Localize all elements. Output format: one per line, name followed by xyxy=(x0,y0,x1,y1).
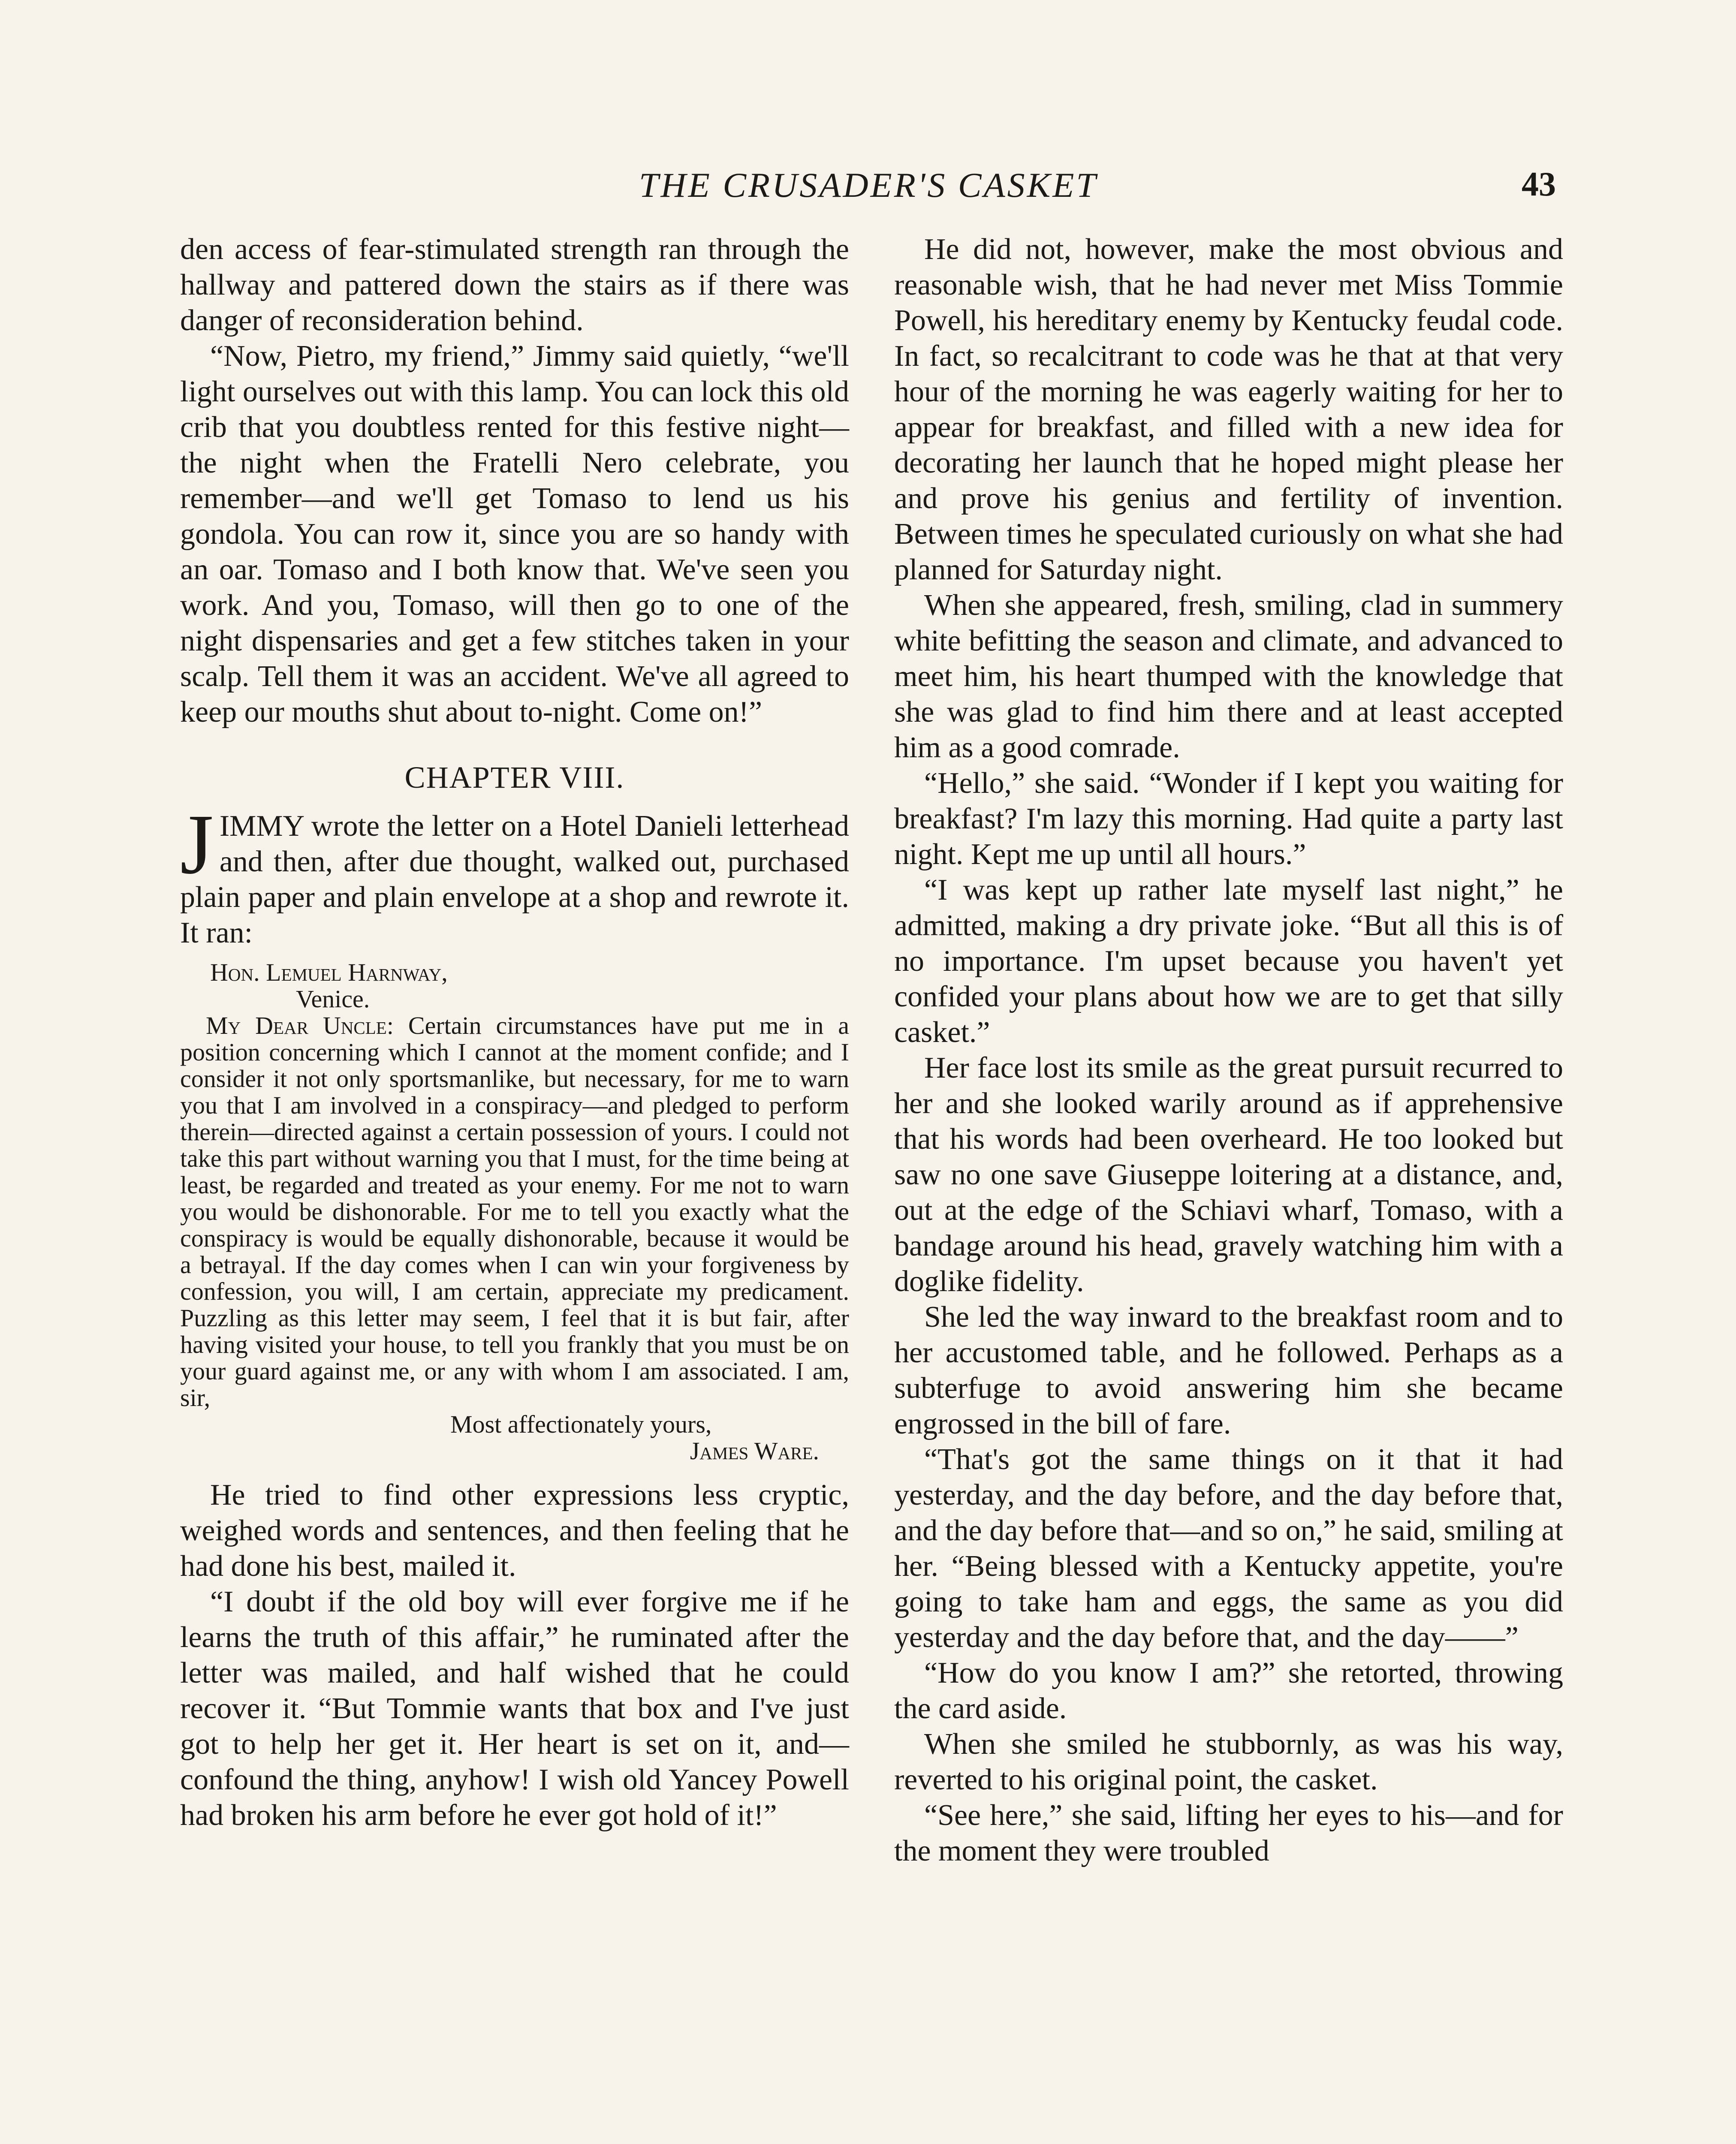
paragraph: “That's got the same things on it that it had yesterday, and the day before, and the day before that, and the day before that—and so on,” he said, smiling at her. “Being blessed with a Kentucky appetite, you're going to take ham and eggs, the same as you did yesterday and the day before that, and the day——” xyxy=(894,1443,1563,1654)
paragraph: He did not, however, make the most obvious and reasonable wish, that he had never met Miss Tommie Powell, his hereditary enemy by Kentucky feudal code. In fact, so recalcitrant to code was he that at that very hour of the morning he was eagerly waiting for her to appear for breakfast, and filled with a new idea for decorating her launch that he hoped might please her and prove his genius and fertility of invention. Between times he speculated curiously on what she had planned for Saturday night. xyxy=(894,233,1563,586)
paragraph: “How do you know I am?” she retorted, throwing the card aside. xyxy=(894,1656,1563,1725)
letter-location: Venice. xyxy=(296,985,370,1013)
drop-cap: J xyxy=(180,797,214,892)
letter-addressee: Hon. Lemuel Harnway, xyxy=(210,958,448,986)
paragraph: He tried to find other expressions less cryptic, weighed words and sentences, and then feeling that he had done his best, mailed it. xyxy=(180,1479,849,1583)
letter-closing: Most affectionately yours, xyxy=(450,1410,712,1438)
letter-text: Certain circumstances have put me in a position concerning which I cannot at the moment confide; and I consider it not only sportsmanlike, but necessary, for me to warn you that I am involved in a conspiracy—and pledged to perform therein—directed against a certain possession of yours. I could not take this part without warning you that I must, for the time being at least, be regarded and treated as your enemy. For me not to warn you would be dishonorable. For me to tell you exactly what the conspiracy is would be equally dishonorable, because it would be a betrayal. If the day comes when I can win your forgiveness by confession, you will, I am certain, appreciate my predicament. Puzzling as this letter may seem, I feel that it is but fair, after having visited your house, to tell you frankly that you must be on your guard against me, or any with whom I am associated. I am, sir, xyxy=(180,1012,850,1412)
paragraph: “Hello,” she said. “Wonder if I kept you waiting for breakfast? I'm lazy this morning. Had quite a party last night. Kept me up until all hours.” xyxy=(894,767,1563,871)
letter-block xyxy=(180,959,849,1464)
paragraph: “I was kept up rather late myself last night,” he admitted, making a dry private joke. “But all this is of no importance. I'm upset because you haven't yet confided your plans about how we are to get that silly casket.” xyxy=(894,873,1563,1049)
paragraph: She led the way inward to the breakfast room and to her accustomed table, and he followed. Perhaps as a subterfuge to avoid answering him she became engrossed in the bill of fare. xyxy=(894,1301,1563,1440)
paragraph: “Now, Pietro, my friend,” Jimmy said quietly, “we'll light ourselves out with this lamp. You can lock this old crib that you doubtless rented for this festive night—the night when the Fratelli Nero celebrate, you remember—and we'll get Tomaso to lend us his gondola. You can row it, since you are so handy with an oar. Tomaso and I both know that. We've seen you work. And you, Tomaso, will then go to one of the night dispensaries and get a few stitches taken in your scalp. Tell them it was an accident. We've all agreed to keep our mouths shut about to-night. Come on!” xyxy=(180,340,849,729)
letter-signature: James Ware. xyxy=(690,1437,819,1465)
paragraph-text: IMMY wrote the letter on a Hotel Danieli letterhead and then, after due thought, walked out, purchased plain paper and plain envelope at a shop and rewrote it. It ran: xyxy=(180,810,849,949)
chapter-heading: CHAPTER VIII. xyxy=(404,760,625,795)
right-column xyxy=(894,232,1563,1869)
paragraph: “I doubt if the old boy will ever forgive me if he learns the truth of this affair,” he ruminated after the letter was mailed, and half wished that he could recover it. “But Tommie wants that box and I've just got to help her get it. Her heart is set on it, and—confound the thing, anyhow! I wish old Yancey Powell had broken his arm before he ever got hold of it!” xyxy=(180,1585,849,1832)
paragraph: When she smiled he stubbornly, as was his way, reverted to his original point, the casket. xyxy=(894,1728,1563,1796)
paragraph: “See here,” she said, lifting her eyes to his—and for the moment they were troubled xyxy=(894,1799,1563,1867)
running-title: THE CRUSADER'S CASKET xyxy=(639,166,1098,205)
letter-salutation: My Dear Uncle: xyxy=(206,1012,394,1039)
page-number: 43 xyxy=(1522,166,1556,203)
letter-body xyxy=(180,1012,849,1411)
paragraph: den access of fear-stimulated strength ran through the hallway and pattered down the stairs as if there was danger of reconsideration behind. xyxy=(180,233,849,337)
chapter-opening-paragraph xyxy=(180,797,849,951)
paragraph: Her face lost its smile as the great pursuit recurred to her and she looked warily around as if apprehensive that his words had been overheard. He too looked but saw no one save Giuseppe loitering at a distance, and, out at the edge of the Schiavi wharf, Tomaso, with a bandage around his head, gravely watching him with a doglike fidelity. xyxy=(894,1051,1563,1298)
paragraph: When she appeared, fresh, smiling, clad in summery white befitting the season and climate, and advanced to meet him, his heart thumped with the knowledge that she was glad to find him there and at least accepted him as a good comrade. xyxy=(894,589,1563,764)
left-column xyxy=(180,232,849,1833)
